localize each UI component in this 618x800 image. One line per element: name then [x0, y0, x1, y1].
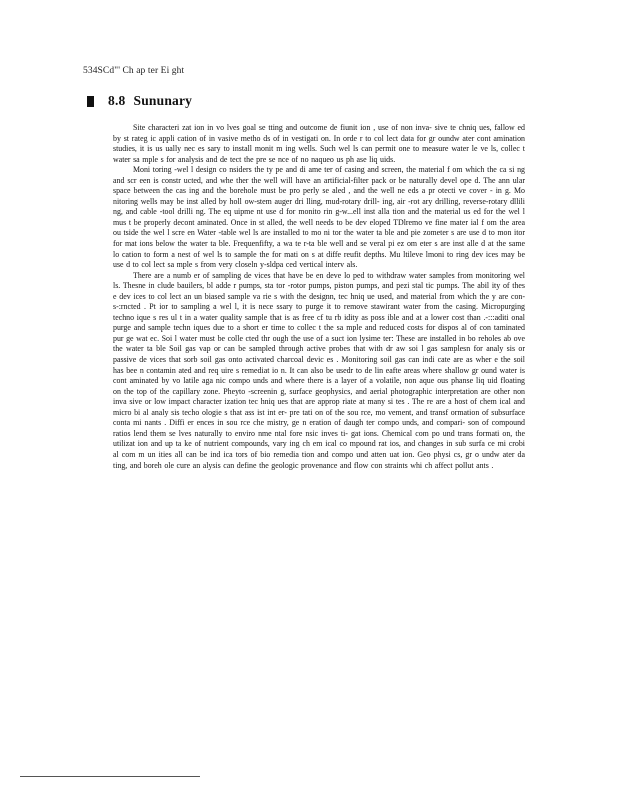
running-head: 534SCd"' Ch ap ter Ei ght	[83, 66, 185, 76]
paragraph: Moni toring -wel l design co nsiders the ty pe and di ame ter of casing and screen, the material f om which the ca si ng and scr een is constr ucted, and whe ther the well will have an artificial-filter pack or be naturally devel ope d. The ann ular space between the cas ing and the borehole must be pro perly se aled , and the well ne eds a pr otecti ve cover - in g. Mo nitoring wells may be inst alled by holl ow-stem auger dri lling, mud-rotary drill- ing, air -rot ary drilling, reverse-rotary dllili ng, and cable -tool drilli ng. The eq uipme nt use d for monito rin g-w...ell inst alla tion and the material us ed for the wel l mus t be properly decont aminated. Once in st alled, the well needs to be dev eloped TDlremo ve fine mater ial f om the area ou tside the wel l scre en Water -table wel ls are installed to mo ni tor the water ta ble and pie zometer s are use d to mon itor for mat ions below the water ta ble. Frequenfifty, a wa te r-ta ble well and se veral pi ez om eter s are inst alle d at the same lo cation to form a nest of wel ls to sample the for mati on s at diffe reufit depths. Mu ltileve lmoni to ring dev ices may be use d to col lect sa mple s from very closeln y-sldpa ced vertical interv als.	[113, 165, 525, 270]
section-marker-icon	[87, 96, 94, 107]
body-text	[113, 123, 525, 471]
section-title	[108, 93, 192, 109]
section-number: 8.8	[108, 93, 126, 108]
paragraph: Site characteri zat ion in vo lves goal se tting and outcome de fiunit ion , use of non inva- sive te chniq ues, fallow ed by st rateg ic appli cation of in vasive metho ds of in vestigati on. In orde r to col lect data for gr oundw ater cont amination studies, it is us ually nec es sary to install monit m ing wells. Such wel ls can permit one to measure water le ve ls, collec t water sa mple s for analysis and de tect the pre se nce of no naqueo us ph ase liq uids.	[113, 123, 525, 164]
section-title-text: Sununary	[133, 93, 193, 108]
paragraph: There are a numb er of sampling de vices that have be en deve lo ped to withdraw water samples from monitoring wel ls. Thesne in clude bauilers, bl adde r pumps, sta tor -rotor pumps, piston pumps, and pezi stal tic pumps. The abil ity of thes e dev ices to col lect an un biased sample va rie s with the designn, tec hniq ue used, and material from which the y are con- s-:rncted . Pt ior to sampling a wel l, it is nece ssary to purge it to remove stawirant water from the casing. Micropurging techno ique s res ul t in a water quality sample that is as free cf tu rb idity as poss ible and at a lower cost than .-:::aditi onal purge and sample techn iques due to a short er time to collec t the sa mple and reduced costs for dispos al of con taminated pur ge wat ec. Soi l water must be colle cted thr ough the use of a suct ion lysime ter: These are installed in bo reholes ab ove the water ta ble Soil gas vap or can be sampled through active probes that with dr aw soi l gas samplesn for analy sis or passive de vices that sorb soil gas onto activated charcoal devic es . Monitoring soil gas can indi cate are as wher e the soil has bee n contamin ated and req uire s remediat io n. It can also be usedr to de lin eafte areas where shallow gr ound water is cont aminated by vo latile aga nic compo unds and where there is a layer of a volatile, non aque ous phanse liq uid floating on the top of the capillary zone. Pheyto -screenin g, surface geophysics, and aerial photographic interpretation are other non inva sive or low impact character ization tec hniq ues that are approp riate at many si tes . The re are a host of chem ical and micro bi al analy sis techo ologie s that ass ist int er- pre tati on of the sou rce, mo vement, and transf ormation of subsurface conta mi nants . Diffi er ences in sou rce che mistry, ge n eration of daugh ter compo unds, and compari- son of compound ratios lend them se lves naturally to enviro nme ntal fore nsic inves ti- gat ions. Chemical com po und trans formati on, the utilizat ion and up ta ke of nutrient compounds, vary ing ch em ical co mpound rat ios, and changes in sub surfa ce mi crobi al com m un ities all can be ind ica tors of bio remedia tion and compo und atten uat ion. Geo physi cs, gr o undw ater da ting, and boreh ole cure an alysis can define the geologic provenance and flow con straints whi ch affect pollut ants .	[113, 270, 525, 470]
footer-divider	[20, 776, 200, 777]
section-heading	[87, 93, 192, 109]
